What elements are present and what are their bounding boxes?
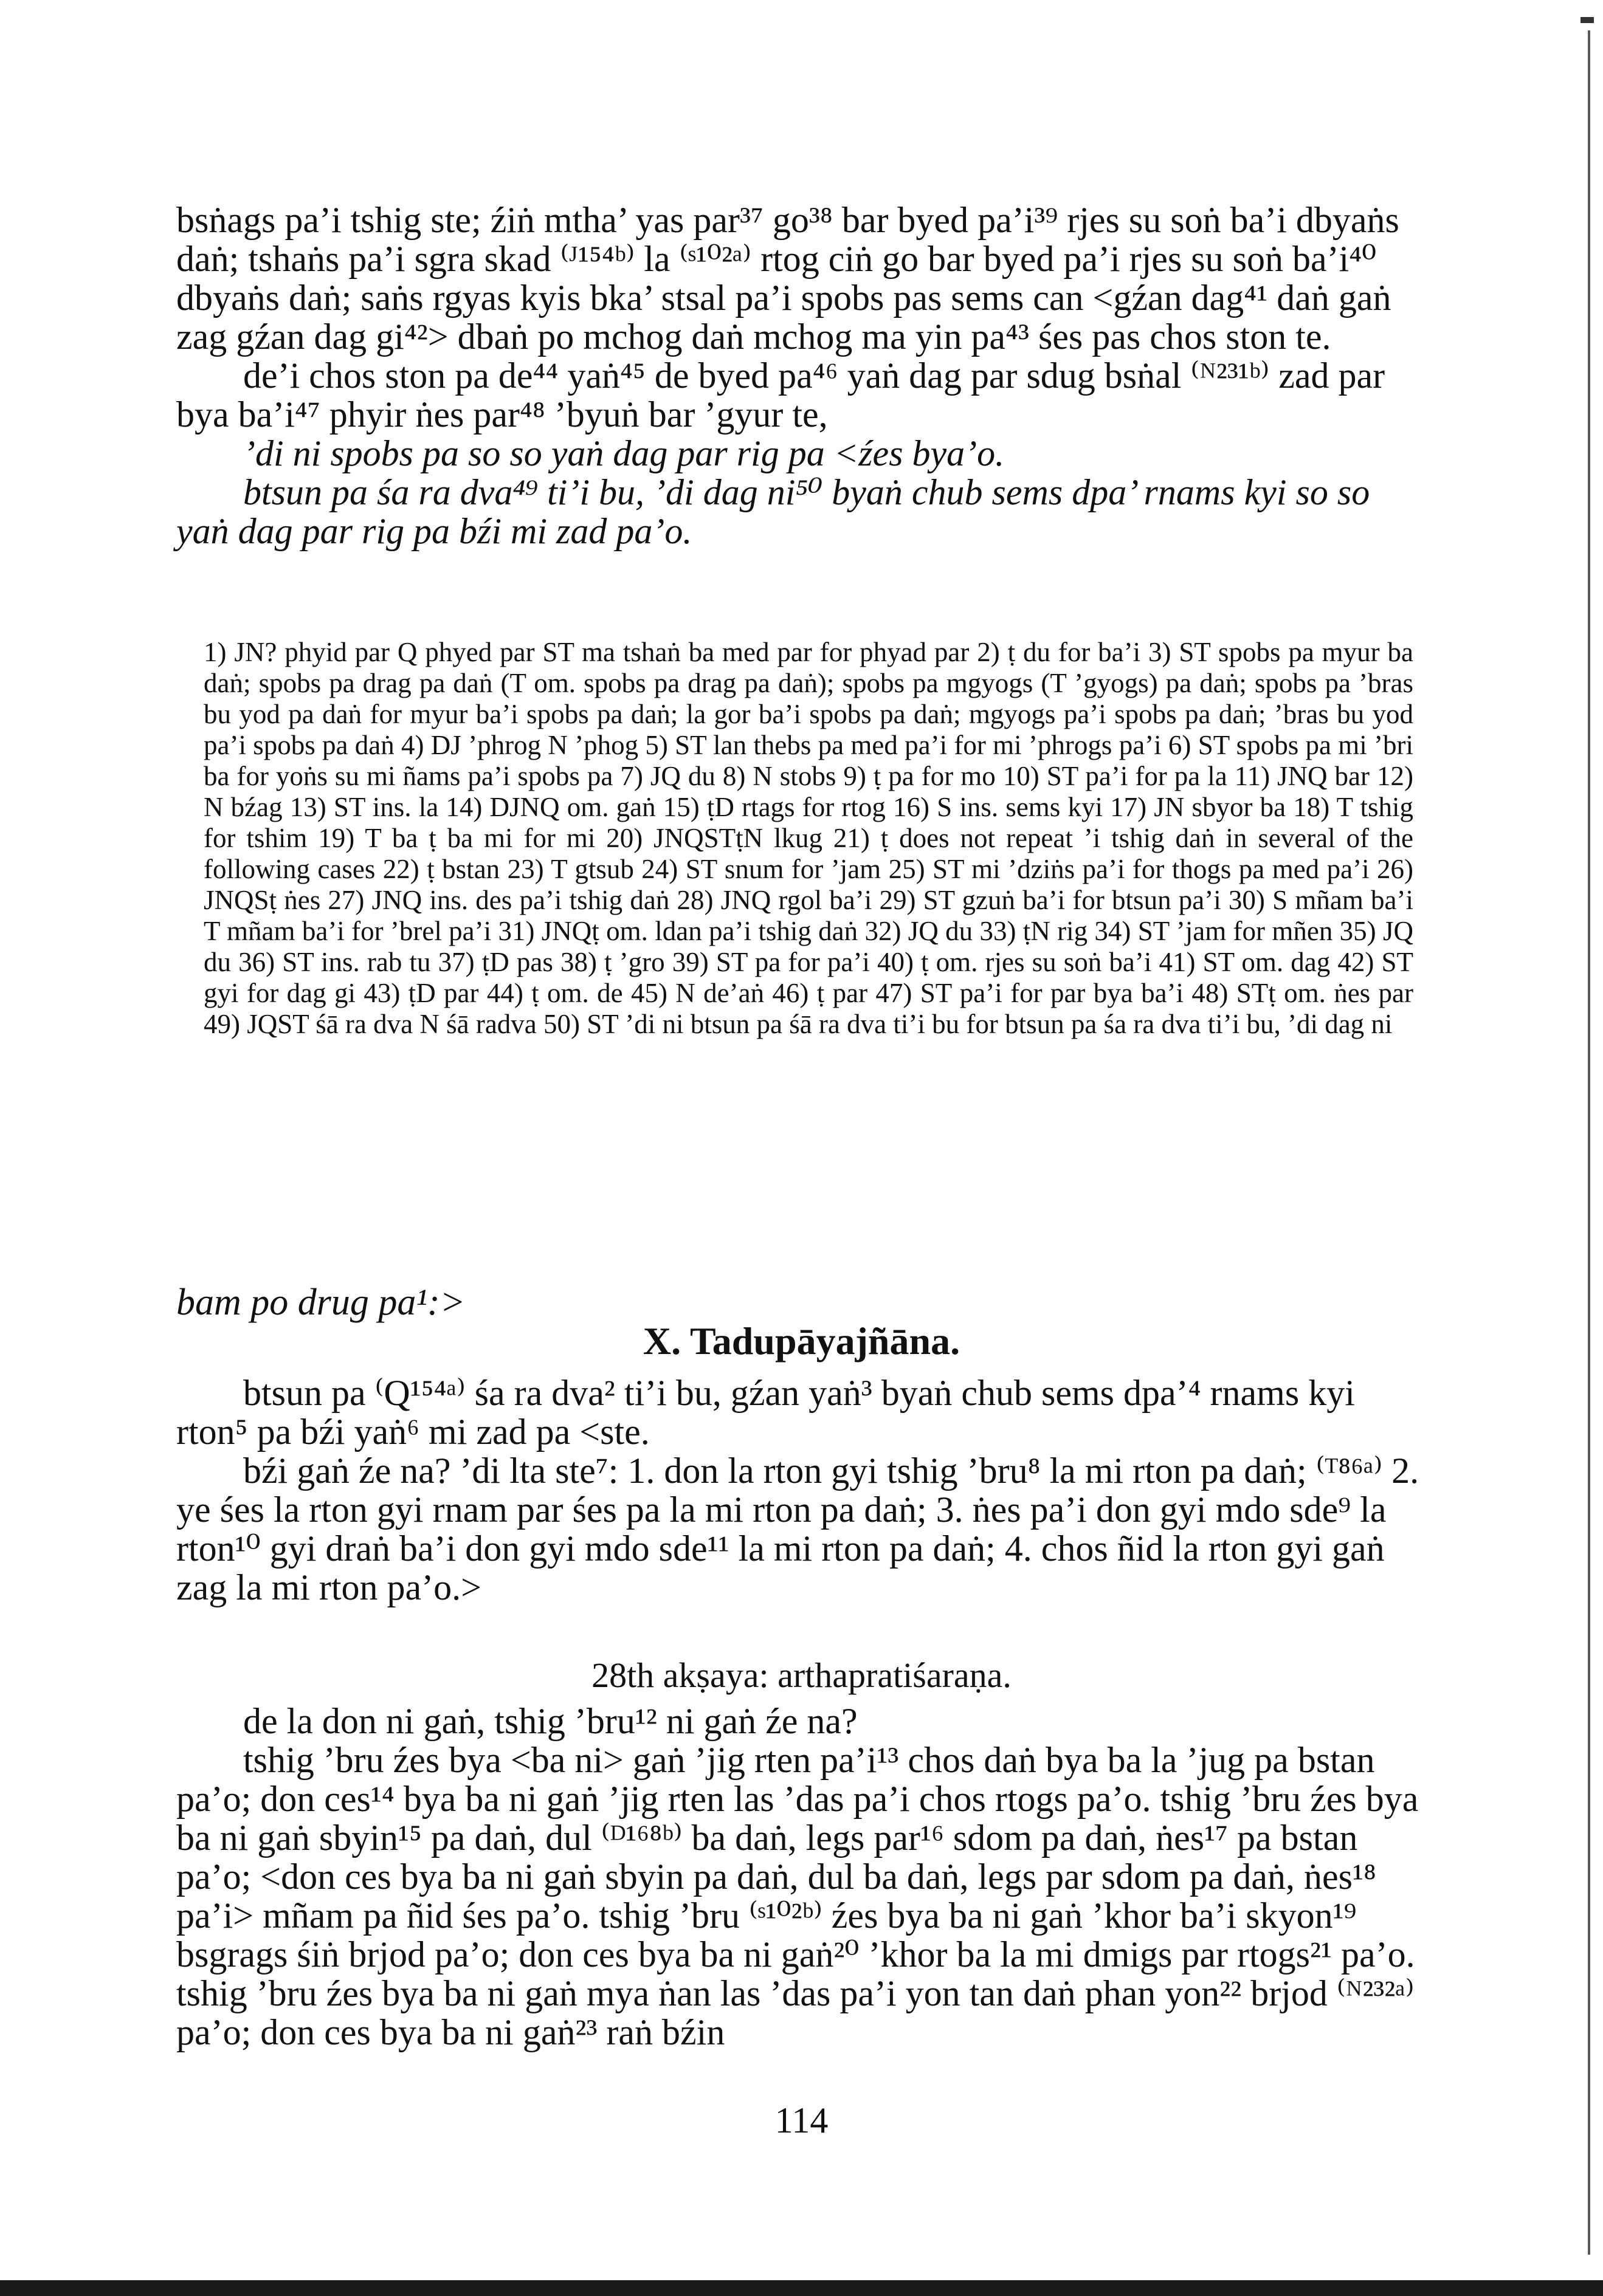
page-number: 114 — [774, 2100, 829, 2140]
section-paragraph-1: btsun pa ⁽Q¹⁵⁴ᵃ⁾ śa ra dva² ti’i bu, gźan yaṅ³ byaṅ chub sems dpa’⁴ rnams kyi rton⁵ pa bźi yaṅ⁶ mi zad pa <ste. — [176, 1373, 1355, 1452]
section-text-block — [176, 1373, 1429, 1607]
scan-edge-bottom — [0, 2280, 1603, 2296]
akshara-paragraph-2: tshig ’bru źes bya <ba ni> gaṅ ’jig rten pa’i¹³ chos daṅ bya ba la ’jug pa bstan pa’o; don ces¹⁴ bya ba ni gaṅ ’jig rten las ’das pa’i chos rtogs pa’o. tshig ’bru źes bya ba ni gaṅ sbyin¹⁵ pa daṅ, dul ⁽ᴰ¹⁶⁸ᵇ⁾ ba daṅ, legs par¹⁶ sdom pa daṅ, ṅes¹⁷ pa bstan pa’o; <don ces bya ba ni gaṅ sbyin pa daṅ, dul ba daṅ, legs par sdom pa daṅ, ṅes¹⁸ pa’i> mñam pa ñid śes pa’o. tshig ’bru ⁽ˢ¹⁰²ᵇ⁾ źes bya ba ni gaṅ ’khor ba’i skyon¹⁹ bsgrags śiṅ brjod pa’o; don ces bya ba ni gaṅ²⁰ ’khor ba la mi dmigs par rtogs²¹ pa’o. tshig ’bru źes bya ba ni gaṅ mya ṅan las ’das pa’i yon tan daṅ phan yon²² brjod ⁽ᴺ²³²ᵃ⁾ pa’o; don ces bya ba ni gaṅ²³ raṅ bźin — [176, 1740, 1419, 2052]
section-heading: X. Tadupāyajñāna. — [643, 1319, 960, 1363]
paragraph-1: bsṅags pa’i tshig ste; źiṅ mtha’ yas par³⁷ go³⁸ bar byed pa’i³⁹ rjes su soṅ ba’i dbyaṅs daṅ; tshaṅs pa’i sgra skad ⁽ᴶ¹⁵⁴ᵇ⁾ la ⁽ˢ¹⁰²ᵃ⁾ rtog ciṅ go bar byed pa’i rjes su soṅ ba’i⁴⁰ dbyaṅs daṅ; saṅs rgyas kyis bka’ stsal pa’i spobs pas sems can <gźan dag⁴¹ daṅ gaṅ zag gźan dag gi⁴²> dbaṅ po mchog daṅ mchog ma yin pa⁴³ śes pas chos ston te. — [176, 200, 1399, 357]
akshara-heading: 28th akṣaya: arthapratiśaraṇa. — [591, 1655, 1012, 1695]
section-paragraph-2: bźi gaṅ źe na? ’di lta ste⁷: 1. don la rton gyi tshig ’bru⁸ la mi rton pa daṅ; ⁽ᵀ⁸⁶ᵃ⁾ 2. ye śes la rton gyi rnam par śes pa la mi rton pa daṅ; 3. ṅes pa’i don gyi mdo sde⁹ la rton¹⁰ gyi draṅ ba’i don gyi mdo sde¹¹ la mi rton pa daṅ; 4. chos ñid la rton gyi gaṅ zag la mi rton pa’o.> — [176, 1451, 1419, 1607]
bam-po-line: bam po drug pa¹:> — [176, 1282, 466, 1323]
akshara-paragraph-1: de la don ni gaṅ, tshig ’bru¹² ni gaṅ źe na? — [243, 1701, 858, 1741]
scan-mark — [1581, 17, 1594, 23]
akshara-text-block — [176, 1702, 1429, 2052]
top-text-block — [176, 201, 1429, 551]
paragraph-3: ’di ni spobs pa so so yaṅ dag par rig pa <źes bya’o. — [243, 433, 1005, 473]
scan-edge-right — [1588, 30, 1590, 2255]
footnotes: 1) JN? phyid par Q phyed par ST ma tshaṅ ba med par for phyad par 2) ṭ du for ba’i 3) ST spobs pa myur ba daṅ; spobs pa drag pa daṅ (T om. spobs pa drag pa daṅ); spobs pa mgyogs (T ’gyogs) pa daṅ; spobs pa ’bras bu yod pa daṅ for myur ba’i spobs pa daṅ; la gor ba’i spobs pa daṅ; mgyogs pa’i spobs pa daṅ; ’bras bu yod pa’i spobs pa daṅ 4) DJ ’phrog N ’phog 5) ST lan thebs pa med pa’i for mi ’phrogs pa’i 6) ST spobs pa mi ’bri ba for yoṅs su mi ñams pa’i spobs pa 7) JQ du 8) N stobs 9) ṭ pa for mo 10) ST pa’i for pa la 11) JNQ bar 12) N bźag 13) ST ins. la 14) DJNQ om. gaṅ 15) ṭD rtags for rtog 16) S ins. sems kyi 17) JN sbyor ba 18) T tshig for tshim 19) T ba ṭ ba mi for mi 20) JNQSTṭN lkug 21) ṭ does not repeat ’i tshig daṅ in several of the following cases 22) ṭ bstan 23) T gtsub 24) ST snum for ’jam 25) ST mi ’dziṅs pa’i for thogs pa med pa’i 26) JNQSṭ ṅes 27) JNQ ins. des pa’i tshig daṅ 28) JNQ rgol ba’i 29) ST gzuṅ ba’i for btsun pa’i 30) S mñam ba’i T mñam ba’i for ’brel pa’i 31) JNQṭ om. ldan pa’i tshig daṅ 32) JQ du 33) ṭN rig 34) ST ’jam for mñen 35) JQ du 36) ST ins. rab tu 37) ṭD pas 38) ṭ ’gro 39) ST pa for pa’i 40) ṭ om. rjes su soṅ ba’i 41) ST om. dag 42) ST gyi for dag gi 43) ṭD par 44) ṭ om. de 45) N de’aṅ 46) ṭ par 47) ST pa’i for par bya ba’i 48) STṭ om. ṅes par 49) JQST śā ra dva N śā radva 50) ST ’di ni btsun pa śā ra dva ti’i bu for btsun pa śa ra dva ti’i bu, ’di dag ni — [204, 637, 1413, 1039]
paragraph-2: de’i chos ston pa de⁴⁴ yaṅ⁴⁵ de byed pa⁴⁶ yaṅ dag par sdug bsṅal ⁽ᴺ²³¹ᵇ⁾ zad par bya ba’i⁴⁷ phyir ṅes par⁴⁸ ’byuṅ bar ’gyur te, — [176, 356, 1385, 435]
paragraph-4: btsun pa śa ra dva⁴⁹ ti’i bu, ’di dag ni⁵⁰ byaṅ chub sems dpa’ rnams kyi so so yaṅ dag par rig pa bźi mi zad pa’o. — [176, 472, 1370, 551]
